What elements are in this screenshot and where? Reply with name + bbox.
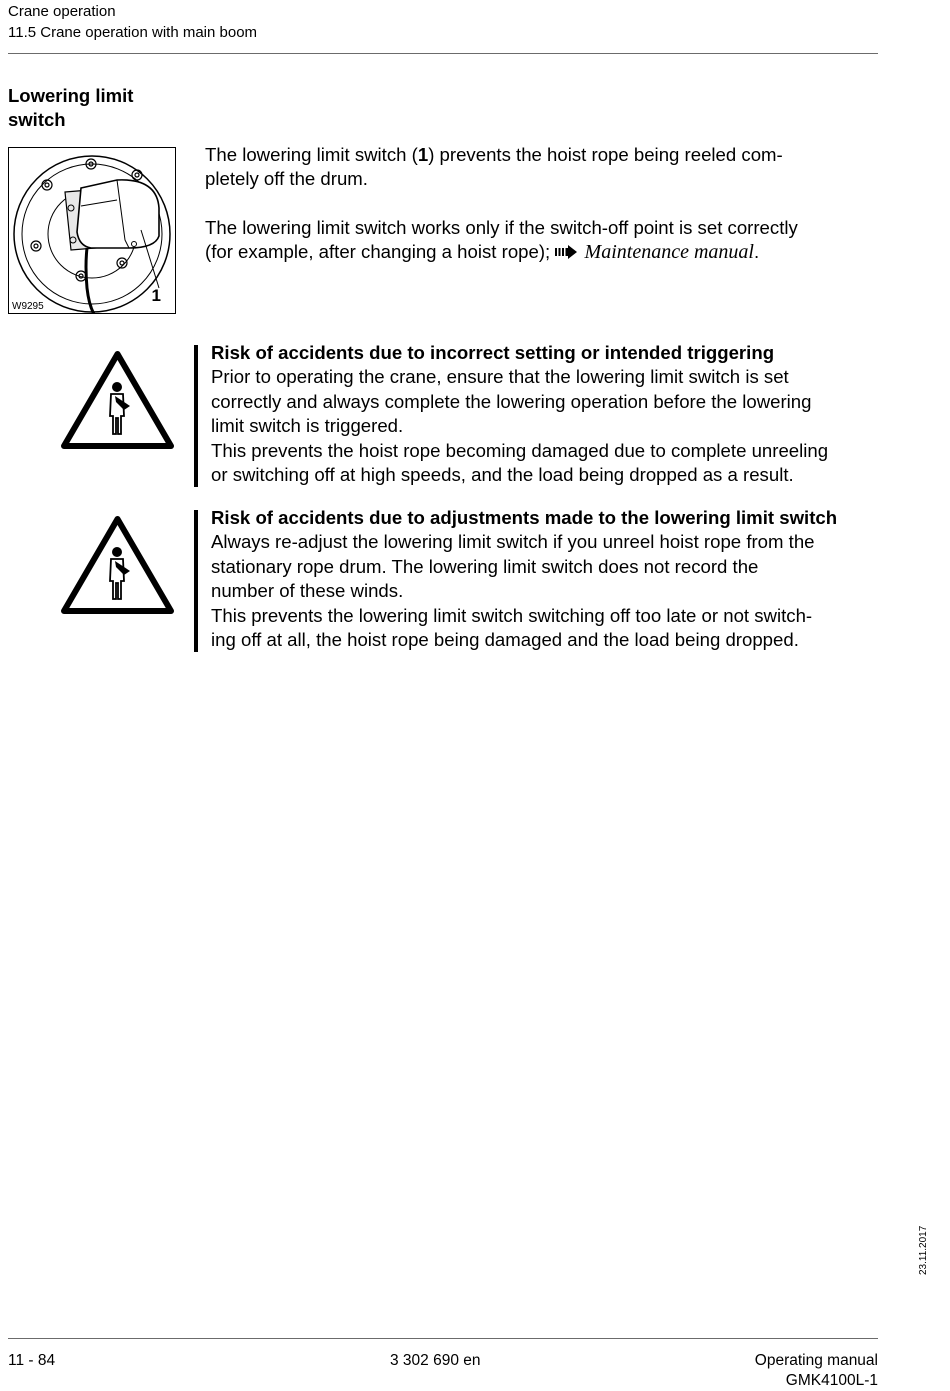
- warning-2-line-4: This prevents the lowering limit switch switching off too late or not switch-: [211, 604, 813, 626]
- side-title-line2: switch: [8, 109, 66, 130]
- intro-p1-line1: [205, 143, 895, 167]
- intro-p2-text: (for example, after changing a hoist rope);: [205, 241, 551, 263]
- warning-1-line-5: or switching off at high speeds, and the load being dropped as a result.: [211, 464, 794, 486]
- warning-1-bar: [194, 345, 198, 487]
- footer-manual-title: [755, 1351, 878, 1391]
- intro-paragraph-2: [205, 216, 895, 265]
- warning-2-line-3: number of these winds.: [211, 580, 404, 602]
- warning-1-title: Risk of accidents due to incorrect setting or intended triggering: [211, 342, 775, 363]
- warning-2-bar: [194, 510, 198, 652]
- header-section: 11.5 Crane operation with main boom: [8, 24, 258, 41]
- footer-rule: [8, 1338, 878, 1339]
- header-rule: [8, 53, 878, 54]
- figure-callout: 1: [151, 286, 161, 305]
- warning-1-line-4: This prevents the hoist rope becoming damaged due to complete unreeling: [211, 439, 829, 461]
- warning-triangle-person-icon: [60, 350, 175, 450]
- footer-doc-number: 3 302 690 en: [390, 1352, 481, 1369]
- footer-page-number: 11 - 84: [8, 1352, 56, 1369]
- intro-p2-end: .: [753, 241, 760, 263]
- intro-p1-callout-ref: 1: [417, 144, 429, 165]
- warning-triangle-person-icon: [60, 515, 175, 615]
- figure-code: W9295: [12, 301, 44, 312]
- side-title-line1: Lowering limit: [8, 85, 134, 106]
- warning-1-line-1: Prior to operating the crane, ensure that the lowering limit switch is set: [211, 366, 789, 388]
- warning-2: [211, 506, 901, 652]
- intro-p1-line2: pletely off the drum.: [205, 168, 368, 190]
- header-chapter: Crane operation: [8, 3, 116, 20]
- side-title: [8, 84, 178, 132]
- warning-2-line-5: ing off at all, the hoist rope being damaged and the load being dropped.: [211, 629, 799, 651]
- intro-p1-text-a: The lowering limit switch (: [205, 144, 418, 165]
- reference-arrow-icon: [555, 245, 579, 259]
- document-date: 23.11.2017: [918, 1225, 929, 1275]
- intro-p2-line1: The lowering limit switch works only if the switch-off point is set correctly: [205, 217, 798, 238]
- warning-2-title: Risk of accidents due to adjustments made to the lowering limit switch: [211, 507, 838, 528]
- intro-p2-line2: [205, 240, 895, 264]
- warning-2-line-2: stationary rope drum. The lowering limit switch does not record the: [211, 555, 759, 577]
- intro-p1-text-b: ) prevents the hoist rope being reeled com-: [428, 144, 783, 165]
- figure-lowering-limit-switch: [8, 147, 176, 314]
- intro-paragraph-1: [205, 143, 895, 192]
- warning-1-line-3: limit switch is triggered.: [211, 415, 404, 437]
- warning-1-line-2: correctly and always complete the lowering operation before the lowering: [211, 390, 812, 412]
- maintenance-manual-reference[interactable]: Maintenance manual: [584, 241, 754, 264]
- warning-1: [211, 341, 901, 487]
- warning-2-line-1: Always re-adjust the lowering limit switch if you unreel hoist rope from the: [211, 531, 815, 553]
- footer-manual-line1: Operating manual: [754, 1352, 878, 1369]
- footer-manual-line2: GMK4100L-1: [785, 1372, 878, 1389]
